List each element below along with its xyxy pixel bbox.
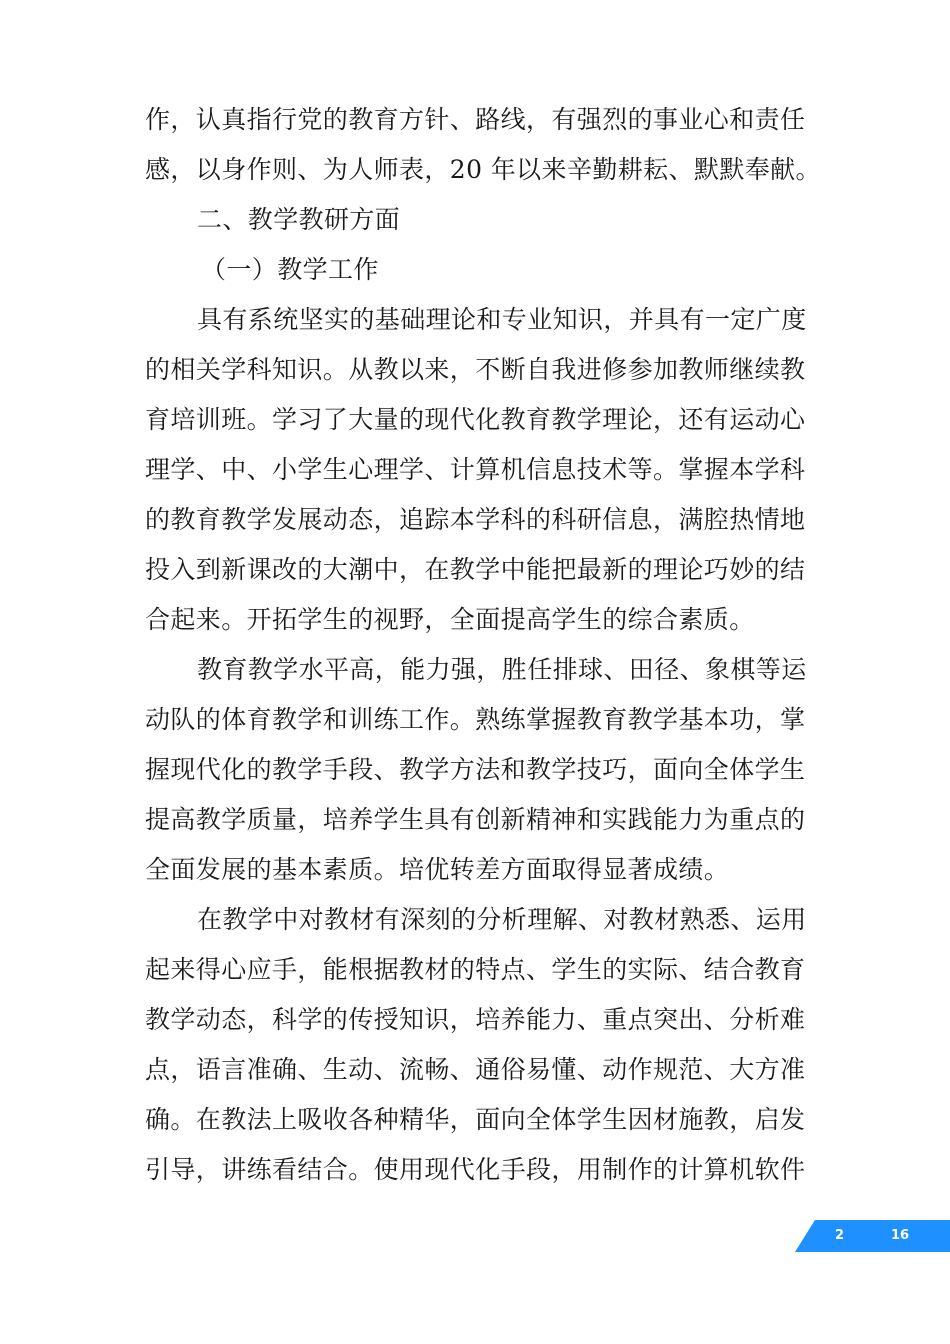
footer-band [795,1220,950,1252]
page-number: 2 [835,1228,845,1243]
text-line: 引导，讲练看结合。使用现代化手段，用制作的计算机软件 [145,1155,806,1184]
text-line: 教学动态，科学的传授知识，培养能力、重点突出、分析难 [145,1005,806,1034]
text-line: 合起来。开拓学生的视野，全面提高学生的综合素质。 [145,605,755,634]
document-body [145,95,821,1195]
text-line: 的教育教学发展动态，追踪本学科的科研信息，满腔热情地 [145,505,806,534]
text-line: 确。在教法上吸收各种精华，面向全体学生因材施教，启发 [145,1105,806,1134]
text-line: 的相关学科知识。从教以来，不断自我进修参加教师继续教 [145,355,806,384]
page-footer [795,1220,950,1252]
text-line: 育培训班。学习了大量的现代化教育教学理论，还有运动心 [145,405,806,434]
text-line: 具有系统坚实的基础理论和专业知识，并具有一定广度 [197,305,807,334]
text-line: 作，认真指行党的教育方针、路线，有强烈的事业心和责任 [145,105,806,134]
text-line: 投入到新课改的大潮中，在教学中能把最新的理论巧妙的结 [145,555,806,584]
text-line: 点，语言准确、生动、流畅、通俗易懂、动作规范、大方准 [145,1055,806,1084]
section-heading: 二、教学教研方面 [197,205,401,234]
text-line: 在教学中对教材有深刻的分析理解、对教材熟悉、运用 [197,905,807,934]
text-line: 教育教学水平高，能力强，胜任排球、田径、象棋等运 [197,655,807,684]
text-line: 起来得心应手，能根据教材的特点、学生的实际、结合教育 [145,955,806,984]
text-line: 动队的体育教学和训练工作。熟练掌握教育教学基本功，掌 [145,705,806,734]
subsection-heading: （一）教学工作 [201,255,379,284]
text-line: 感，以身作则、为人师表，20 年以来辛勤耕耘、默默奉献。 [145,155,821,184]
text-line: 握现代化的教学手段、教学方法和教学技巧，面向全体学生 [145,755,806,784]
page-total: 16 [891,1228,910,1243]
footer-band-shape [795,1220,950,1252]
text-line: 全面发展的基本素质。培优转差方面取得显著成绩。 [145,855,730,884]
text-line: 理学、中、小学生心理学、计算机信息技术等。掌握本学科 [145,455,806,484]
text-line: 提高教学质量，培养学生具有创新精神和实践能力为重点的 [145,805,806,834]
